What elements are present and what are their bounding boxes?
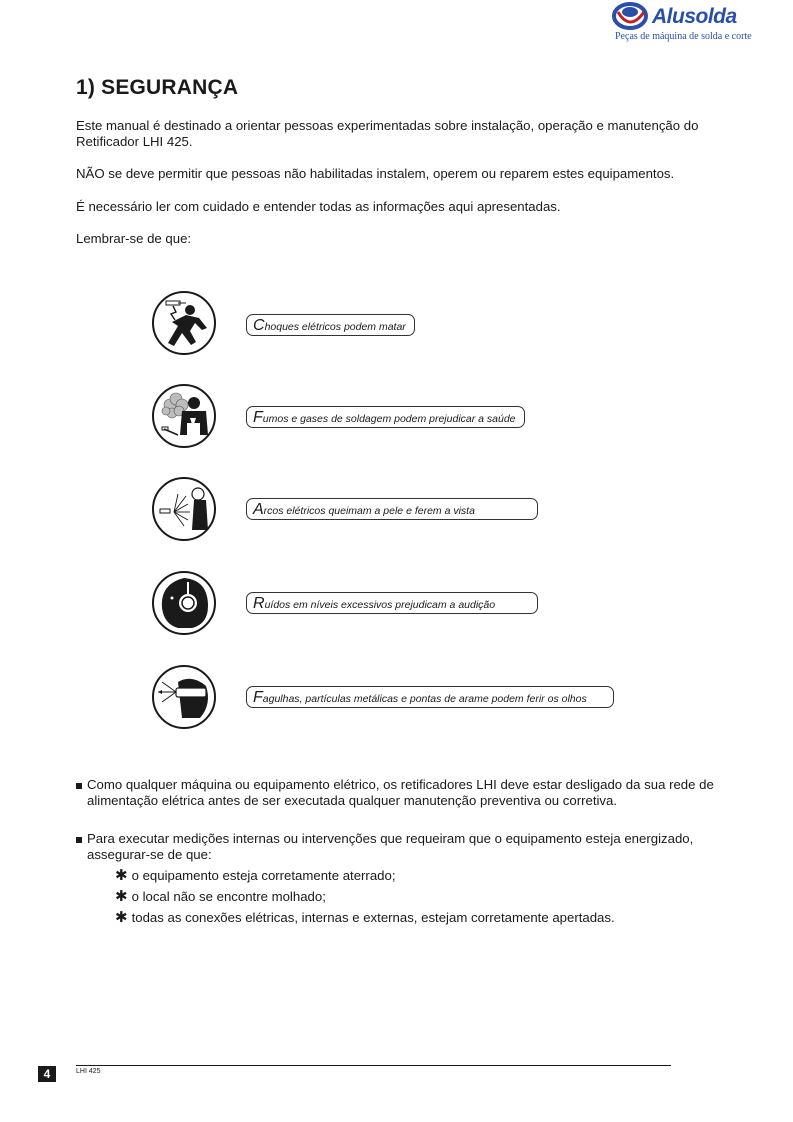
hazard-row-fumes	[152, 383, 622, 453]
asterisk-icon: ✱	[115, 867, 128, 884]
page-number: 4	[38, 1066, 56, 1082]
bullet-text: Para executar medições internas ou intervenções que requeiram que o equipamento esteja energizado, assegurar-se de que:	[87, 831, 694, 862]
hazard-label-arc-rays: Arcos elétricos queimam a pele e ferem a vista	[246, 498, 538, 520]
logo-name: Alusolda	[652, 5, 737, 28]
sub-item-connections-tight: ✱ todas as conexões elétricas, internas e externas, estejam corretamente apertadas.	[115, 909, 615, 926]
bullet-square-icon	[76, 783, 82, 789]
intro-paragraph-1: Este manual é destinado a orientar pessoas experimentadas sobre instalação, operação e manutenção do Retificador LHI 425.	[76, 118, 699, 149]
noise-icon	[152, 570, 218, 636]
footer-model: LHI 425	[76, 1068, 101, 1075]
intro-paragraph-3: É necessário ler com cuidado e entender todas as informações aqui apresentadas.	[76, 199, 561, 214]
flying-particles-icon	[152, 664, 218, 730]
bullet-square-icon	[76, 837, 82, 843]
hazard-row-noise	[152, 570, 622, 640]
hazard-label-noise: Ruídos em níveis excessivos prejudicam a audição	[246, 592, 538, 614]
logo-mark-icon	[612, 2, 652, 32]
footer-rule	[76, 1065, 671, 1066]
brand-logo	[612, 2, 752, 46]
sub-item-grounded: ✱ o equipamento esteja corretamente aterrado;	[115, 867, 396, 884]
intro-paragraph-2: NÃO se deve permitir que pessoas não habilitadas instalem, operem ou reparem estes equipamentos.	[76, 166, 675, 181]
arc-rays-icon	[152, 476, 218, 542]
asterisk-icon: ✱	[115, 888, 128, 905]
sub-item-dry-location: ✱ o local não se encontre molhado;	[115, 888, 326, 905]
hazard-label-fumes: Fumos e gases de soldagem podem prejudicar a saúde	[246, 406, 525, 428]
fumes-icon	[152, 383, 218, 449]
electric-shock-icon	[152, 290, 218, 356]
hazard-row-electric-shock	[152, 290, 622, 360]
section-title: 1) SEGURANÇA	[76, 76, 239, 99]
hazard-row-arc-rays	[152, 476, 622, 546]
hazard-row-flying-particles	[152, 664, 622, 734]
asterisk-icon: ✱	[115, 909, 128, 926]
intro-paragraph-4: Lembrar-se de que:	[76, 231, 192, 246]
bullet-text: Como qualquer máquina ou equipamento elétrico, os retificadores LHI deve estar desligado da sua rede de alimentação elétrica antes de ser executada qualquer manutenção preventiva ou corretiva.	[87, 777, 714, 808]
hazard-label-electric-shock: Choques elétricos podem matar	[246, 314, 415, 336]
logo-tagline: Peças de máquina de solda e corte	[615, 31, 752, 42]
hazard-label-flying-particles: Fagulhas, partículas metálicas e pontas de arame podem ferir os olhos	[246, 686, 614, 708]
